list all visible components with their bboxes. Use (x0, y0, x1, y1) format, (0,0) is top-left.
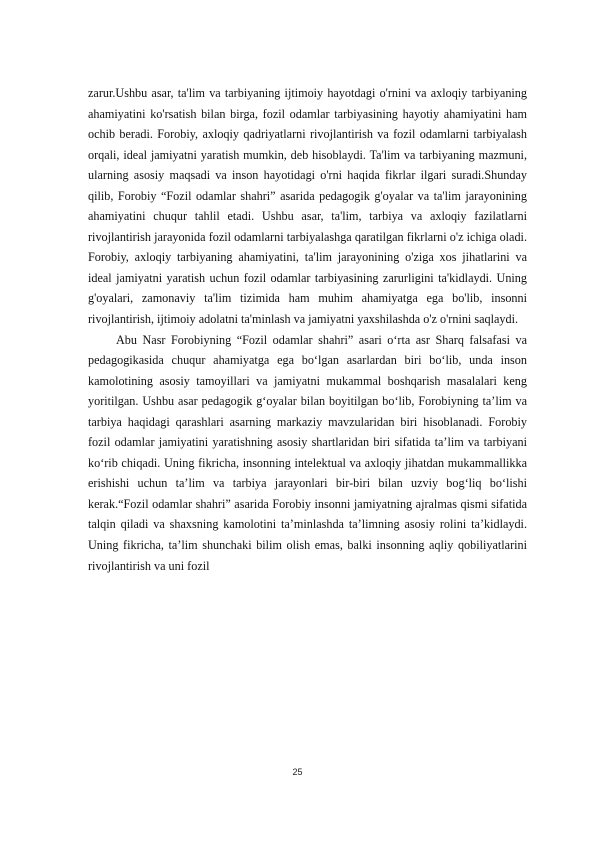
paragraph-continuation: zarur.Ushbu asar, ta'lim va tarbiyaning ijtimoiy hayotdagi o'rnini va axloqiy tarbiyaning ahamiyatini ko'rsatish bilan birga, fozil odamlar tarbiyasining hayotiy ahamiyatini ham ochib beradi. Forobiy, axloqiy qadriyatlarni rivojlantirish va fozil odamlarni tarbiyalash orqali, ideal jamiyatni yaratish mumkin, deb hisoblaydi. Ta'lim va tarbiyaning mazmuni, ularning asosiy maqsadi va inson hayotidagi o'rni haqida fikrlar ilgari suradi.Shunday qilib, Forobiy “Fozil odamlar shahri” asarida pedagogik g'oyalar va ta'lim jarayonining ahamiyatini chuqur tahlil etadi. Ushbu asar, ta'lim, tarbiya va axloqiy fazilatlarni rivojlantirish jarayonida fozil odamlarni tarbiyalashga qaratilgan fikrlarni o'z ichiga oladi. Forobiy, axloqiy tarbiyaning ahamiyatini, ta'lim jarayonining o'ziga xos jihatlarini va ideal jamiyatni yaratish uchun fozil odamlar tarbiyasining zarurligini ta'kidlaydi. Uning g'oyalari, zamonaviy ta'lim tizimida ham muhim ahamiyatga ega bo'lib, insonni rivojlantirish, ijtimoiy adolatni ta'minlash va jamiyatni yaxshilashda o'z o'rnini saqlaydi. (88, 86, 527, 327)
page-number: 25 (292, 767, 303, 777)
body-text (88, 83, 527, 576)
paragraph-forobiy-asari: Abu Nasr Forobiyning “Fozil odamlar shahri” asari o‘rta asr Sharq falsafasi va pedagogikasida chuqur ahamiyatga ega bo‘lgan asarlardan biri bo‘lib, unda inson kamolotining asosiy tamoyillari va jamiyatni mukammal boshqarish masalalari keng yoritilgan. Ushbu asar pedagogik g‘oyalar bilan boyitilgan bo‘lib, Forobiyning ta’lim va tarbiya haqidagi qarashlari asarning markaziy mavzularidan biri hisoblanadi. Forobiy fozil odamlar jamiyatini yaratishning asosiy shartlaridan biri sifatida ta’lim va tarbiyani ko‘rib chiqadi. Uning fikricha, insonning intelektual va axloqiy jihatdan mukammallikka erishishi uchun ta’lim va tarbiya jarayonlari bir-biri bilan uzviy bog‘liq bo‘lishi kerak.“Fozil odamlar shahri” asarida Forobiy insonni jamiyatning ajralmas qismi sifatida talqin qiladi va shaxsning kamolotini ta’minlashda ta’limning asosiy rolini ta’kidlaydi. Uning fikricha, ta’lim shunchaki bilim olish emas, balki insonning aqliy qobiliyatlarini rivojlantirish va uni fozil (88, 332, 527, 573)
